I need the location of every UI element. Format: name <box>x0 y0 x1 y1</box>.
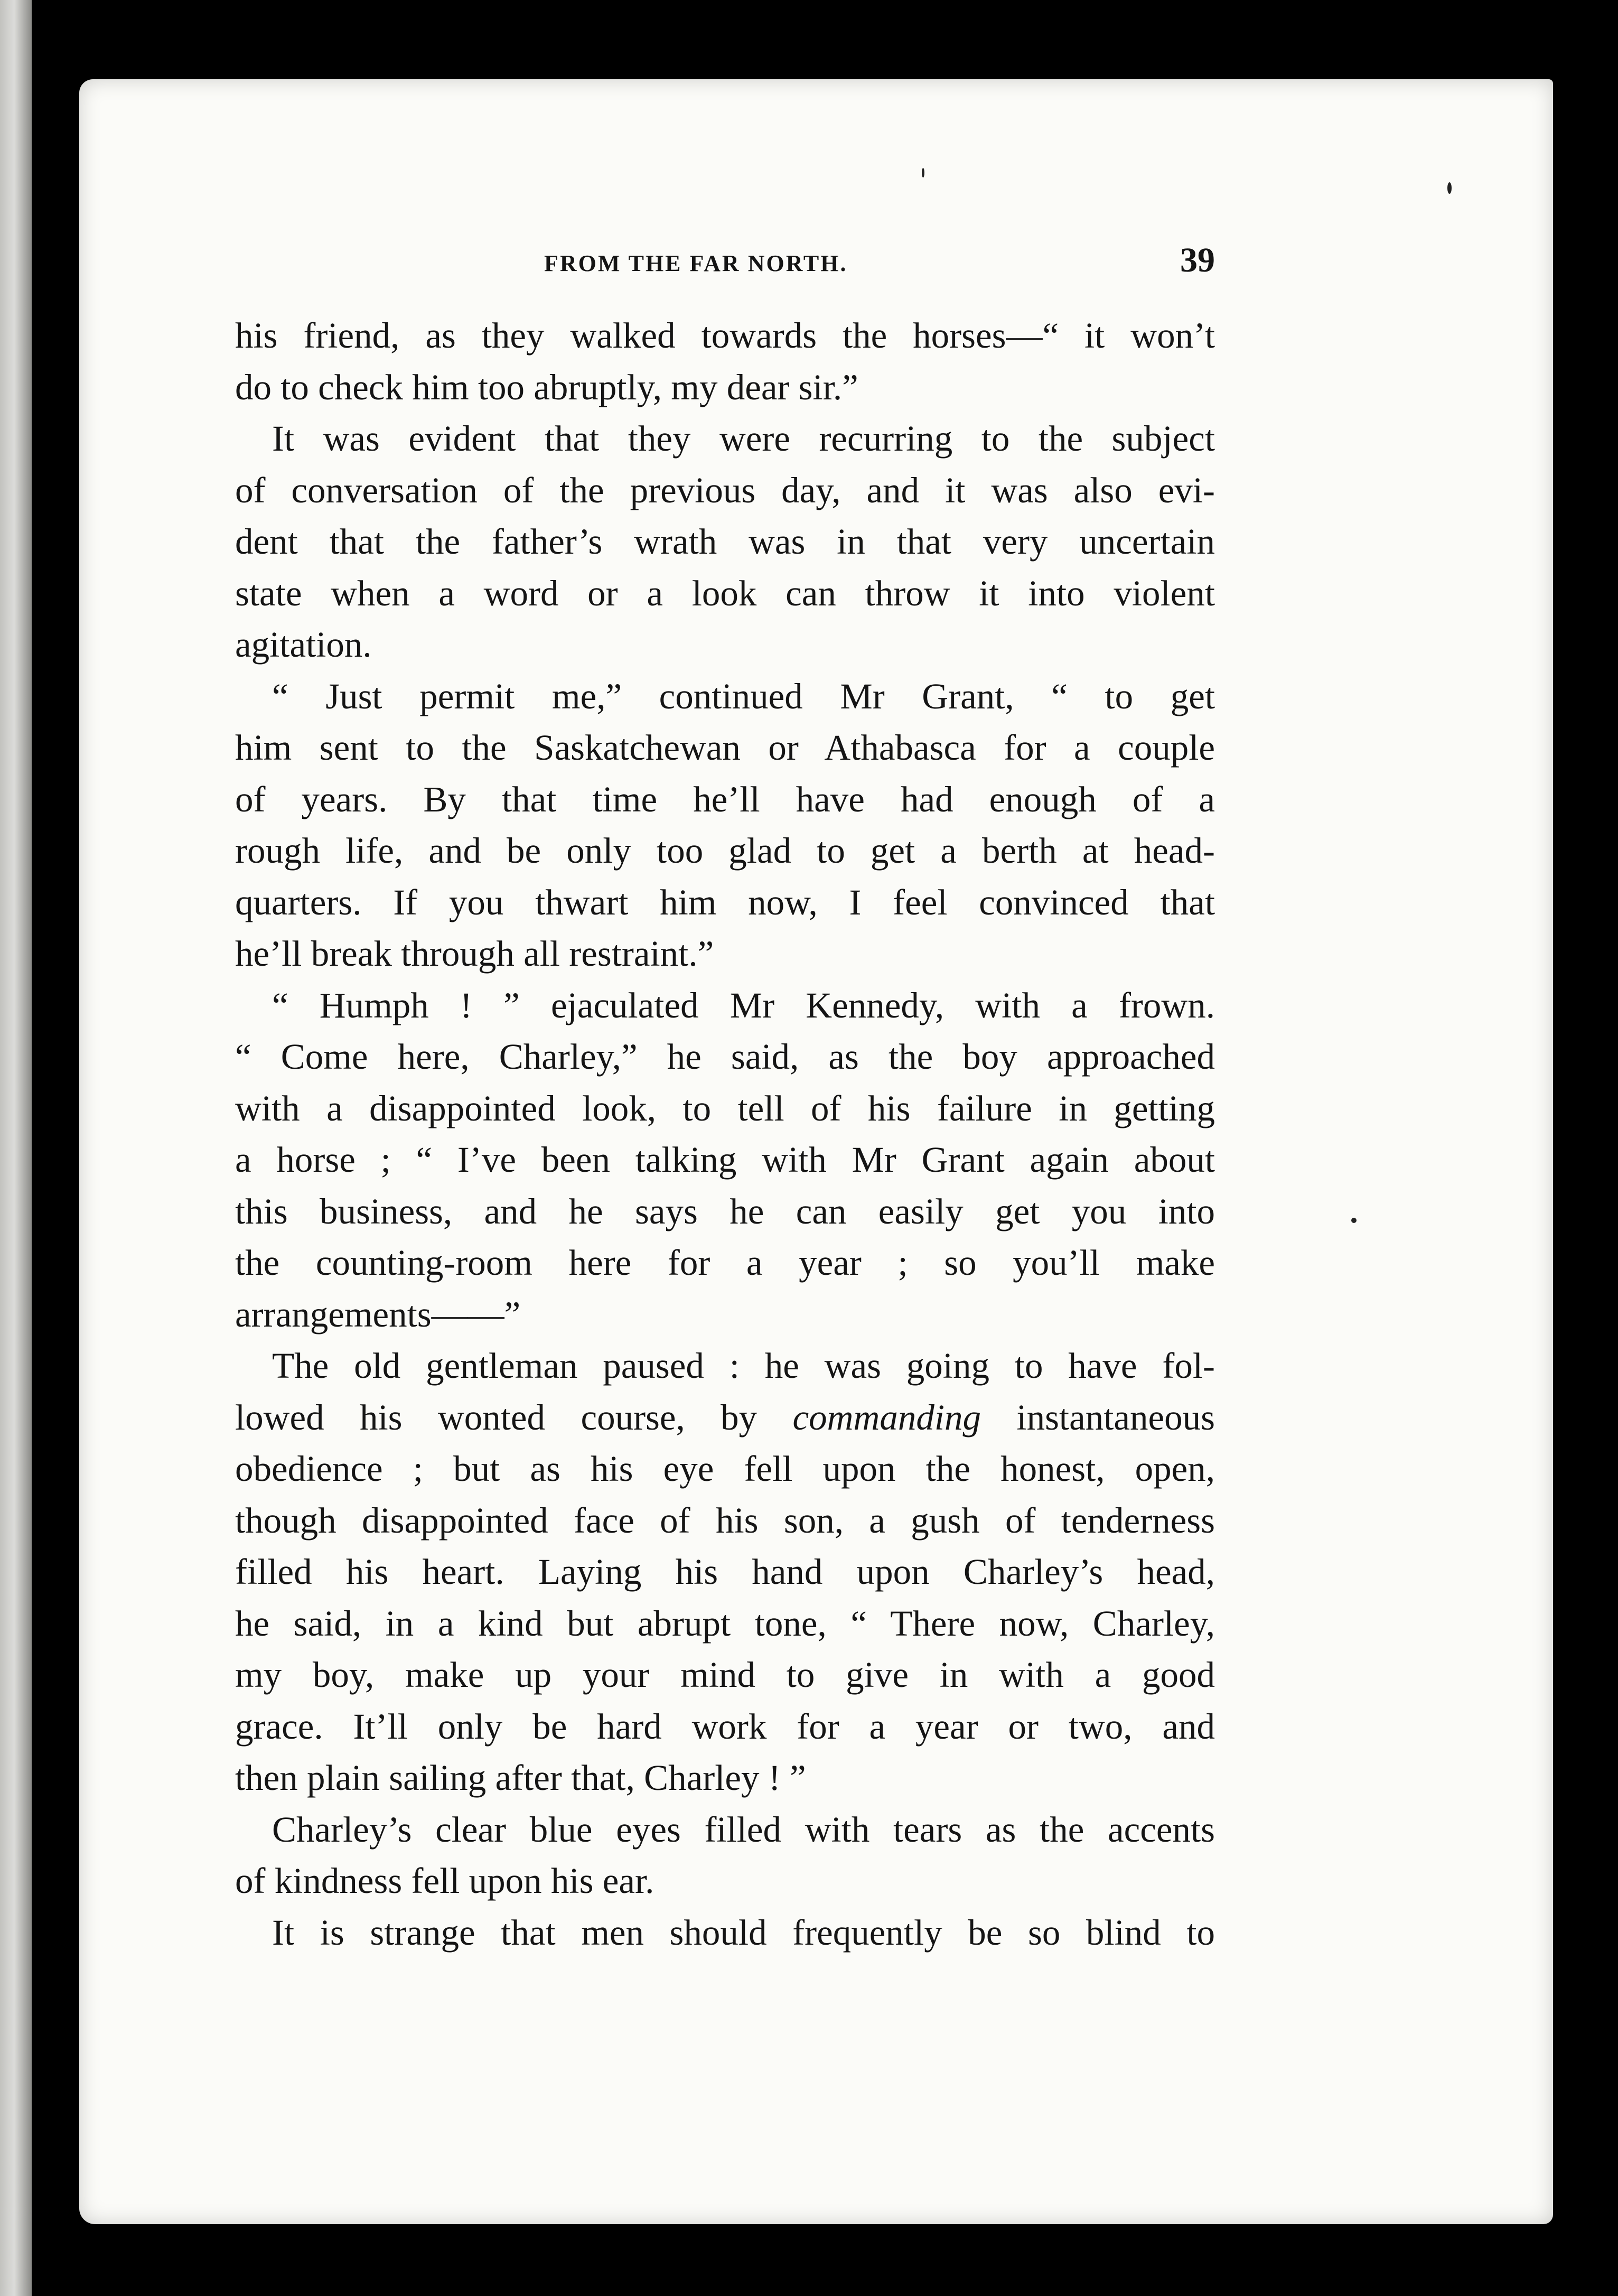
text-line <box>235 1701 1215 1753</box>
text-line <box>235 1134 1215 1186</box>
text-line <box>235 516 1215 568</box>
body-text <box>235 310 1215 1958</box>
text-line <box>235 1392 1215 1444</box>
text-line <box>235 1031 1215 1083</box>
text-line-content: It was evident that they were recurring to the subject <box>272 418 1215 459</box>
text-line <box>235 1804 1215 1856</box>
ink-speck <box>1447 182 1452 194</box>
text-line <box>235 722 1215 774</box>
page-number: 39 <box>1180 241 1215 279</box>
text-line-content: It is strange that men should frequently be so blind to <box>272 1912 1215 1953</box>
text-line-content: though disappointed face of his son, a gush of tenderness <box>235 1500 1215 1541</box>
text-line-content: The old gentleman paused : he was going to have fol- <box>272 1346 1215 1386</box>
ink-speck <box>1351 1218 1357 1223</box>
text-line-content: agitation. <box>235 624 372 665</box>
text-line <box>235 1649 1215 1701</box>
text-line <box>235 877 1215 929</box>
text-line-content: arrangements——” <box>235 1294 521 1334</box>
text-line <box>235 465 1215 517</box>
text-line <box>235 1752 1215 1804</box>
text-line-content: “ Just permit me,” continued Mr Grant, “ to get <box>272 676 1215 716</box>
text-line-content: “ Come here, Charley,” he said, as the boy approached <box>235 1037 1215 1077</box>
text-line <box>235 980 1215 1032</box>
text-line-content: with a disappointed look, to tell of his failure in getting <box>235 1088 1215 1128</box>
text-line <box>235 568 1215 620</box>
text-line-content: my boy, make up your mind to give in with a good <box>235 1655 1215 1695</box>
text-line <box>235 1546 1215 1598</box>
running-head <box>235 240 1215 289</box>
text-line <box>235 1083 1215 1135</box>
text-line <box>235 671 1215 723</box>
text-line <box>235 1855 1215 1907</box>
text-line <box>235 1495 1215 1547</box>
text-line <box>235 1598 1215 1650</box>
text-line-content: Charley’s clear blue eyes filled with tears as the accents <box>272 1809 1215 1850</box>
text-line <box>235 1289 1215 1341</box>
text-line-content: this business, and he says he can easily get you into <box>235 1191 1215 1231</box>
text-line-content: then plain sailing after that, Charley ! ” <box>235 1758 806 1798</box>
text-line-content: the counting-room here for a year ; so you’ll make <box>235 1243 1215 1283</box>
text-line-content: of years. By that time he’ll have had enough of a <box>235 779 1215 819</box>
scan-edge-strip <box>0 0 32 2296</box>
text-line-content: lowed his wonted course, by <box>235 1397 793 1438</box>
running-title: FROM THE FAR NORTH. <box>544 250 848 276</box>
text-line <box>235 362 1215 414</box>
text-line-content: filled his heart. Laying his hand upon Charley’s head, <box>235 1552 1215 1592</box>
page-text-block <box>235 240 1215 1958</box>
text-line-content: do to check him too abruptly, my dear sir.” <box>235 367 858 407</box>
italic-word: commanding <box>792 1397 981 1438</box>
text-line-content: “ Humph ! ” ejaculated Mr Kennedy, with a frown. <box>272 985 1215 1025</box>
text-line-content: him sent to the Saskatchewan or Athabasca for a couple <box>235 727 1215 768</box>
text-line <box>235 1443 1215 1495</box>
text-line-content: grace. It’ll only be hard work for a year or two, and <box>235 1706 1215 1747</box>
text-line <box>235 1907 1215 1959</box>
text-line-content: dent that the father’s wrath was in that very uncertain <box>235 521 1215 562</box>
text-line <box>235 928 1215 980</box>
text-line <box>235 1237 1215 1289</box>
text-line-content: rough life, and be only too glad to get a berth at head- <box>235 830 1215 871</box>
text-line <box>235 310 1215 362</box>
text-line-content: he’ll break through all restraint.” <box>235 934 714 974</box>
text-line <box>235 1186 1215 1238</box>
text-line-content: of kindness fell upon his ear. <box>235 1861 654 1901</box>
text-line <box>235 619 1215 671</box>
text-line <box>235 825 1215 877</box>
text-line-content: a horse ; “ I’ve been talking with Mr Grant again about <box>235 1140 1215 1180</box>
text-line <box>235 413 1215 465</box>
text-line <box>235 1340 1215 1392</box>
text-line-content: obedience ; but as his eye fell upon the honest, open, <box>235 1449 1215 1489</box>
text-line-content: his friend, as they walked towards the horses—“ it won’t <box>235 315 1215 356</box>
ink-speck <box>922 168 924 178</box>
text-line <box>235 774 1215 826</box>
text-line-content: state when a word or a look can throw it into violent <box>235 573 1215 613</box>
text-line-content: he said, in a kind but abrupt tone, “ There now, Charley, <box>235 1603 1215 1644</box>
text-line-content: of conversation of the previous day, and it was also evi- <box>235 470 1215 510</box>
text-line-tail: instantaneous <box>981 1397 1215 1438</box>
text-line-content: quarters. If you thwart him now, I feel convinced that <box>235 882 1215 922</box>
